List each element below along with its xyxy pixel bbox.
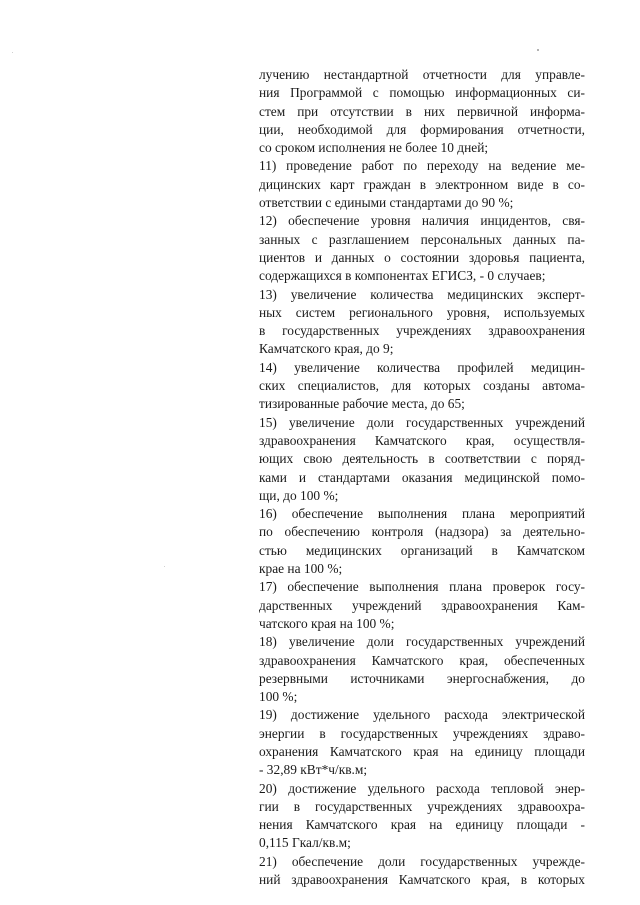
text-line: здравоохранения Камчатского края, осуществля- <box>259 432 585 448</box>
text-line: содержащихся в компонентах ЕГИСЗ, - 0 случаев; <box>259 268 546 284</box>
text-line: здравоохранения Камчатского края, обеспеченных <box>259 652 585 668</box>
text-line: циентов и данных о состоянии здоровья пациента, <box>259 249 585 265</box>
text-line: дицинских карт граждан в электронном виде в со- <box>259 176 585 192</box>
text-line: 13) увеличение количества медицинских эксперт- <box>259 286 585 302</box>
text-line: ских специалистов, для которых созданы автома- <box>259 378 585 394</box>
scan-speck <box>164 566 165 567</box>
text-line: со сроком исполнения не более 10 дней; <box>259 140 489 156</box>
text-line: охранения Камчатского края на единицу площади <box>259 743 585 759</box>
text-line: тизированные рабочие места, до 65; <box>259 396 465 412</box>
text-line: 17) обеспечение выполнения плана проверок госу- <box>259 579 585 595</box>
text-line: 18) увеличение доли государственных учреждений <box>259 634 585 650</box>
text-line: 16) обеспечение выполнения плана мероприятий <box>259 506 585 522</box>
text-line: дарственных учреждений здравоохранения Кам- <box>259 597 585 613</box>
text-line: лучению нестандартной отчетности для управле- <box>259 67 585 82</box>
text-line: - 32,89 кВт*ч/кв.м; <box>259 762 368 778</box>
text-line: 0,115 Гкал/кв.м; <box>259 835 351 851</box>
text-line: 12) обеспечение уровня наличия инцидентов, свя- <box>259 213 585 229</box>
text-line: стем при отсутствии в них первичной информа- <box>259 103 585 119</box>
scan-speck <box>12 52 13 53</box>
text-line: в государственных учреждениях здравоохранения <box>259 323 585 339</box>
text-line: 11) проведение работ по переходу на ведение ме- <box>259 158 585 174</box>
text-line: 20) достижение удельного расхода тепловой энер- <box>259 780 585 796</box>
text-line: ции, необходимой для формирования отчетности, <box>259 121 585 137</box>
text-line: резервными источниками энергоснабжения, до <box>259 670 585 686</box>
text-line: ющих свою деятельность в соответствии с поряд- <box>259 451 585 467</box>
document-body-text <box>259 66 585 889</box>
text-line: занных с разглашением персональных данных па- <box>259 231 585 247</box>
text-line: 15) увеличение доли государственных учреждений <box>259 414 585 430</box>
text-line: щи, до 100 %; <box>259 487 339 503</box>
text-line: 19) достижение удельного расхода электрической <box>259 707 585 723</box>
text-line: гии в государственных учреждениях здравоохра- <box>259 798 585 814</box>
text-line: стью медицинских организаций в Камчатском <box>259 542 585 558</box>
text-line: ний здравоохранения Камчатского края, в которых <box>259 872 585 888</box>
text-line: энергии в государственных учреждениях здраво- <box>259 725 585 741</box>
text-line: по обеспечению контроля (надзора) за деятельно- <box>259 524 585 540</box>
text-line: ответствии с едиными стандартами до 90 %; <box>259 195 514 211</box>
text-line: ками и стандартами оказания медицинской помо- <box>259 469 585 485</box>
text-line: нения Камчатского края на единицу площади - <box>259 817 585 833</box>
text-line: ния Программой с помощью информационных си- <box>259 85 585 101</box>
text-line: крае на 100 %; <box>259 561 343 577</box>
scan-speck <box>537 49 539 51</box>
text-line: 21) обеспечение доли государственных учрежде- <box>259 853 585 869</box>
text-line: Камчатского края, до 9; <box>259 341 394 357</box>
text-line: 14) увеличение количества профилей медицин- <box>259 359 585 375</box>
text-line: ных систем регионального уровня, используемых <box>259 304 585 320</box>
text-line: 100 %; <box>259 689 298 705</box>
text-line: чатского края на 100 %; <box>259 615 395 631</box>
